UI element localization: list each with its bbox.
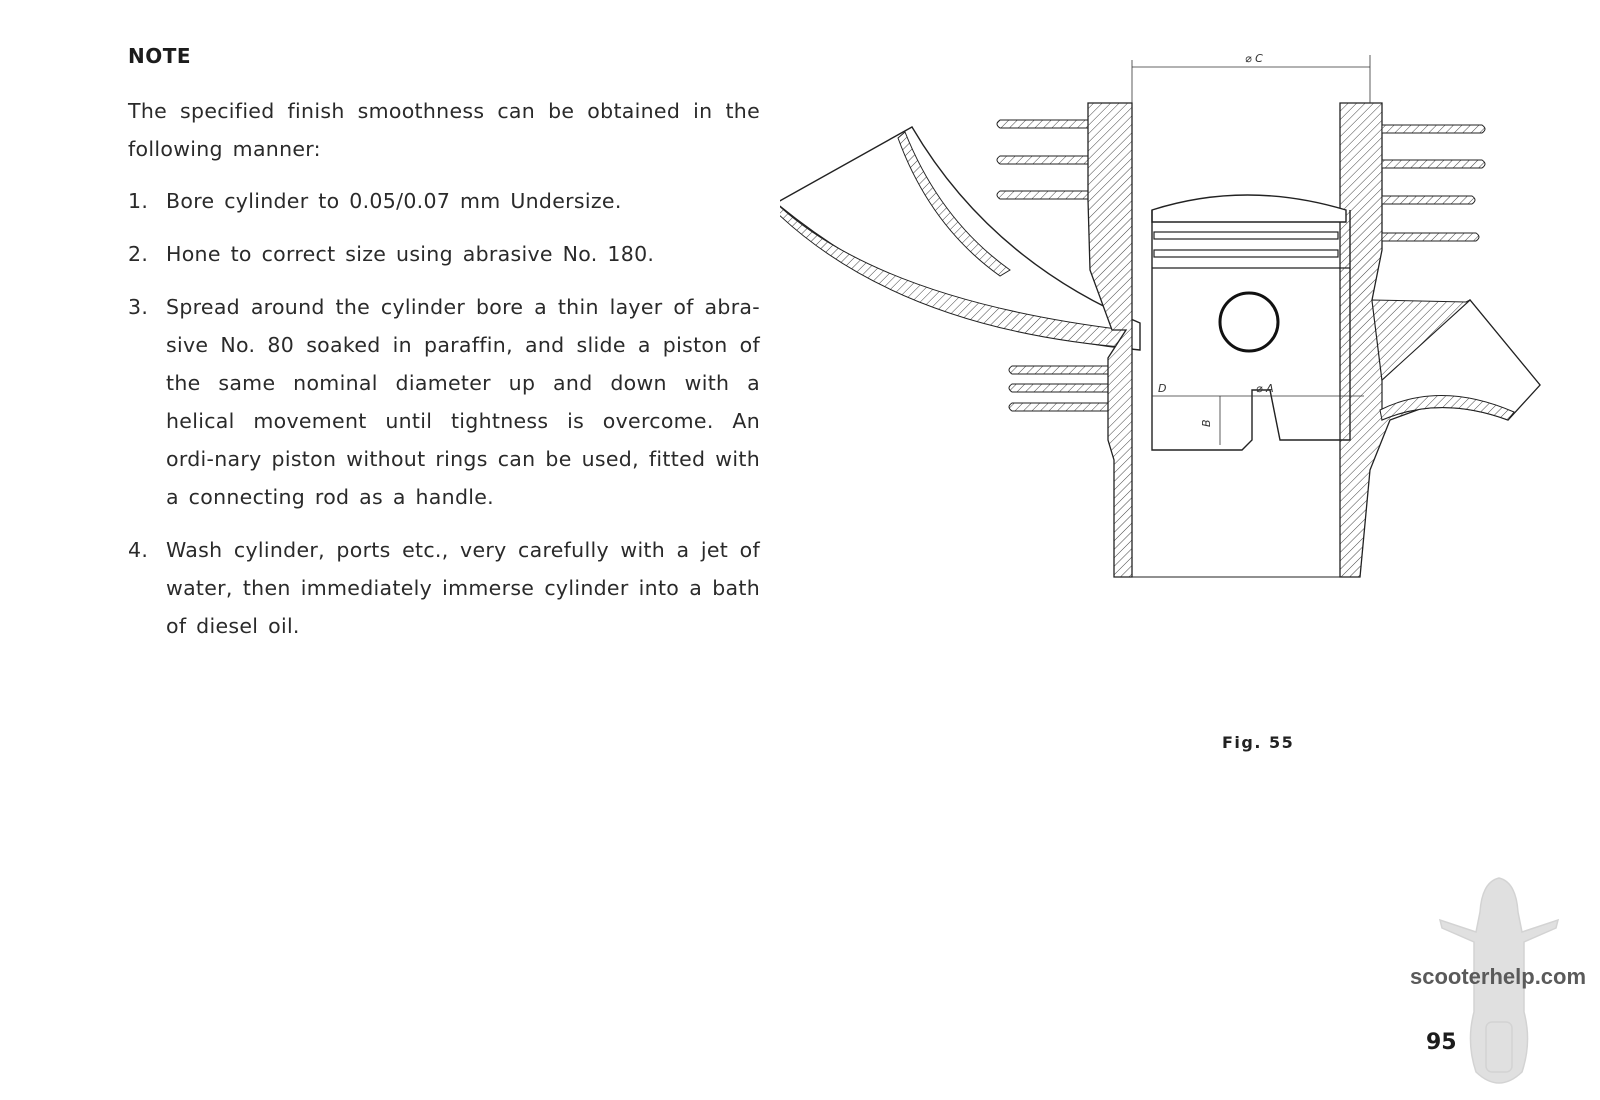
list-item-number: 3.: [128, 295, 149, 319]
cylinder-section-diagram: [780, 45, 1570, 605]
watermark-text: scooterhelp.com: [1410, 964, 1587, 989]
piston-crown: [1152, 195, 1346, 222]
list-item-text: Spread around the cylinder bore a thin layer of abra-sive No. 80 soaked in paraffin, and slide a piston of the same nominal diameter up and down with a helical movement until tightness is overcome. An ordi-nary piston without rings can be used, fitted with a connecting rod as a handle.: [166, 295, 760, 509]
section-heading: NOTE: [128, 44, 192, 68]
gudgeon-pin-hole: [1220, 293, 1278, 351]
list-item: [128, 182, 760, 220]
list-item: [128, 531, 760, 645]
page-number: 95: [1426, 1030, 1457, 1055]
dimension-b-label: B: [1200, 419, 1213, 427]
left-upper-fins: [997, 120, 1092, 199]
right-upper-fins: [1382, 125, 1485, 241]
list-item-text: Bore cylinder to 0.05/0.07 mm Undersize.: [166, 189, 622, 213]
dimension-d: [1152, 396, 1364, 445]
list-item-number: 1.: [128, 189, 149, 213]
intro-paragraph: The specified finish smoothness can be obtained in the following manner:: [128, 99, 760, 161]
list-item: [128, 288, 760, 516]
piston-ring-lower: [1154, 250, 1338, 257]
list-item-text: Hone to correct size using abrasive No. 180.: [166, 242, 655, 266]
left-lower-fins: [1009, 366, 1118, 411]
list-item: [128, 235, 760, 273]
figure-caption: Fig. 55: [1222, 733, 1295, 752]
list-item-number: 4.: [128, 538, 149, 562]
list-item-text: Wash cylinder, ports etc., very carefully with a jet of water, then immediately immerse cylinder into a bath of diesel oil.: [166, 538, 760, 638]
dimension-c-label: ⌀ C: [1245, 52, 1263, 65]
piston-ring-upper: [1154, 232, 1338, 239]
procedure-list: [128, 182, 760, 660]
dimension-a-label: ⌀ A: [1256, 382, 1274, 395]
dimension-d-label: D: [1158, 382, 1167, 395]
list-item-number: 2.: [128, 242, 149, 266]
